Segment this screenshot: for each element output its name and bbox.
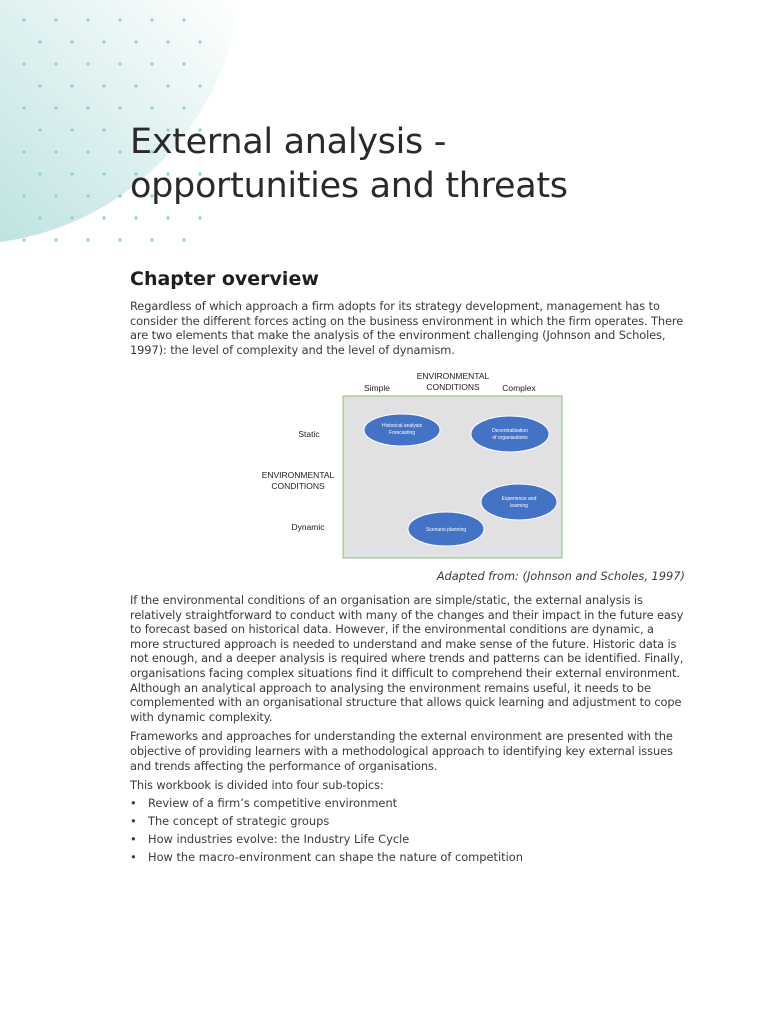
decor-dot bbox=[22, 238, 25, 241]
ellipse-decentralisation bbox=[471, 416, 549, 452]
decor-dot bbox=[166, 84, 169, 87]
bullet-icon: • bbox=[130, 813, 137, 828]
ellipse-historical-analysis-line2: Forecasting bbox=[388, 430, 416, 436]
decor-dot bbox=[86, 150, 89, 153]
decor-dot bbox=[198, 216, 201, 219]
decor-dot bbox=[134, 216, 137, 219]
decor-dot bbox=[22, 150, 25, 153]
decor-dot bbox=[182, 18, 185, 21]
decor-dot bbox=[54, 106, 57, 109]
list-item-text: Review of a firm’s competitive environment bbox=[148, 795, 398, 810]
ellipse-experience-learning-shape bbox=[481, 484, 557, 520]
decor-dot bbox=[102, 40, 105, 43]
decor-dot bbox=[150, 18, 153, 21]
figure-top-label-line1: ENVIRONMENTAL bbox=[416, 371, 490, 381]
figure-side-label-line1: ENVIRONMENTAL bbox=[261, 470, 335, 480]
decor-dot bbox=[198, 40, 201, 43]
page-title bbox=[130, 120, 690, 208]
decor-dot bbox=[54, 194, 57, 197]
bullet-icon: • bbox=[130, 795, 137, 810]
decor-dot bbox=[54, 238, 57, 241]
figure-side-label-line2: CONDITIONS bbox=[271, 481, 325, 491]
decor-dot bbox=[38, 172, 41, 175]
decor-dot bbox=[70, 172, 73, 175]
bullet-icon: • bbox=[130, 831, 137, 846]
decor-dot bbox=[150, 238, 153, 241]
list-item bbox=[130, 848, 685, 866]
decor-dot bbox=[182, 238, 185, 241]
ellipse-experience-learning bbox=[481, 484, 557, 520]
intro-paragraph: Regardless of which approach a firm adopts for its strategy development, management has to consider the different forces acting on the business environment in which the firm operates. There are two elements that make the analysis of the environment challenging (Johnson and Scholes, 1997): the level of complexity and the level of dynamism. bbox=[130, 299, 684, 357]
ellipse-scenario-planning bbox=[408, 512, 484, 546]
page-title-text: External analysis - opportunities and threats bbox=[130, 122, 568, 206]
list-item-text: How the macro-environment can shape the nature of competition bbox=[148, 849, 523, 864]
decor-dot bbox=[118, 18, 121, 21]
list-item-text: How industries evolve: the Industry Life Cycle bbox=[148, 831, 410, 846]
bullet-icon: • bbox=[130, 849, 137, 864]
list-item bbox=[130, 830, 685, 848]
decor-dot bbox=[86, 62, 89, 65]
decor-dot bbox=[70, 128, 73, 131]
decor-dot bbox=[38, 216, 41, 219]
figure-row-static: Static bbox=[298, 429, 320, 439]
decor-dot bbox=[38, 40, 41, 43]
decor-dot bbox=[150, 106, 153, 109]
decor-dot bbox=[70, 84, 73, 87]
decor-dot bbox=[22, 194, 25, 197]
decor-dot bbox=[182, 106, 185, 109]
decor-dot bbox=[118, 238, 121, 241]
decor-dot bbox=[54, 62, 57, 65]
figure-top-label-line2: CONDITIONS bbox=[426, 382, 480, 392]
figure-row-dynamic: Dynamic bbox=[291, 522, 325, 532]
decor-dot bbox=[166, 40, 169, 43]
decor-dot bbox=[70, 216, 73, 219]
decor-dot bbox=[102, 216, 105, 219]
decor-dot bbox=[54, 150, 57, 153]
decor-dot bbox=[150, 62, 153, 65]
ellipse-experience-learning-line1: Experience and bbox=[501, 496, 537, 502]
decor-dot bbox=[182, 62, 185, 65]
decor-dot bbox=[22, 18, 25, 21]
environmental-conditions-figure bbox=[255, 366, 570, 562]
sub-topic-list bbox=[130, 794, 685, 866]
body-paragraph-1: If the environmental conditions of an organisation are simple/static, the external analysis is relatively straightforward to conduct with many of the changes and their impact in the future easy to forecast based on historical data. However, if the environmental conditions are dynamic, a more structured approach is needed to understand and make sense of the future. Historic data is not enough, and a deeper analysis is required where trends and patterns can be identified. Finally, organisations facing complex situations find it difficult to comprehend their external environment. Although an analytical approach to analysing the environment remains useful, it needs to be complemented with an organisational structure that allows quick learning and adjustment to cope with dynamic complexity. bbox=[130, 593, 684, 724]
ellipse-decentralisation-shape bbox=[471, 416, 549, 452]
decor-dot bbox=[54, 18, 57, 21]
decor-dot bbox=[86, 18, 89, 21]
decor-dot bbox=[198, 84, 201, 87]
body-content bbox=[130, 593, 685, 866]
body-paragraph-3: This workbook is divided into four sub-topics: bbox=[130, 778, 384, 793]
decor-dot bbox=[86, 238, 89, 241]
decor-dot bbox=[22, 62, 25, 65]
decor-dot bbox=[38, 84, 41, 87]
decor-dot bbox=[118, 150, 121, 153]
list-item bbox=[130, 812, 685, 830]
chapter-overview-heading: Chapter overview bbox=[130, 268, 319, 290]
ellipse-scenario-planning-line1: Scenario planning bbox=[425, 527, 467, 533]
decor-dot bbox=[134, 84, 137, 87]
decor-dot bbox=[38, 128, 41, 131]
decor-dot bbox=[118, 106, 121, 109]
figure-col-simple: Simple bbox=[364, 383, 390, 393]
decor-dot bbox=[134, 40, 137, 43]
decor-dot bbox=[102, 172, 105, 175]
ellipse-decentralisation-line1: Decentralisation bbox=[492, 428, 528, 434]
figure-col-complex: Complex bbox=[502, 383, 536, 393]
decor-dot bbox=[118, 62, 121, 65]
ellipse-experience-learning-line2: learning bbox=[510, 503, 528, 509]
decor-dot bbox=[22, 106, 25, 109]
decor-dot bbox=[86, 194, 89, 197]
ellipse-historical-analysis bbox=[364, 414, 440, 446]
figure-caption bbox=[430, 569, 685, 583]
body-paragraph-2: Frameworks and approaches for understanding the external environment are presented with the objective of providing learners with a methodological approach to identifying key external issues and trends affecting the performance of organisations. bbox=[130, 729, 673, 773]
figure-caption-suffix: , 1997) bbox=[644, 569, 685, 583]
ellipse-historical-analysis-line1: Historical analysis bbox=[381, 423, 423, 429]
decor-dot bbox=[102, 128, 105, 131]
ellipse-decentralisation-line2: of organisations bbox=[492, 435, 528, 441]
decor-dot bbox=[86, 106, 89, 109]
decor-dot bbox=[118, 194, 121, 197]
list-item-text: The concept of strategic groups bbox=[148, 813, 330, 828]
figure-caption-prefix: Adapted from: (Johnson and Scholes bbox=[436, 569, 645, 583]
list-item bbox=[130, 794, 685, 812]
decor-dot bbox=[102, 84, 105, 87]
decor-dot bbox=[70, 40, 73, 43]
decor-dot bbox=[166, 216, 169, 219]
